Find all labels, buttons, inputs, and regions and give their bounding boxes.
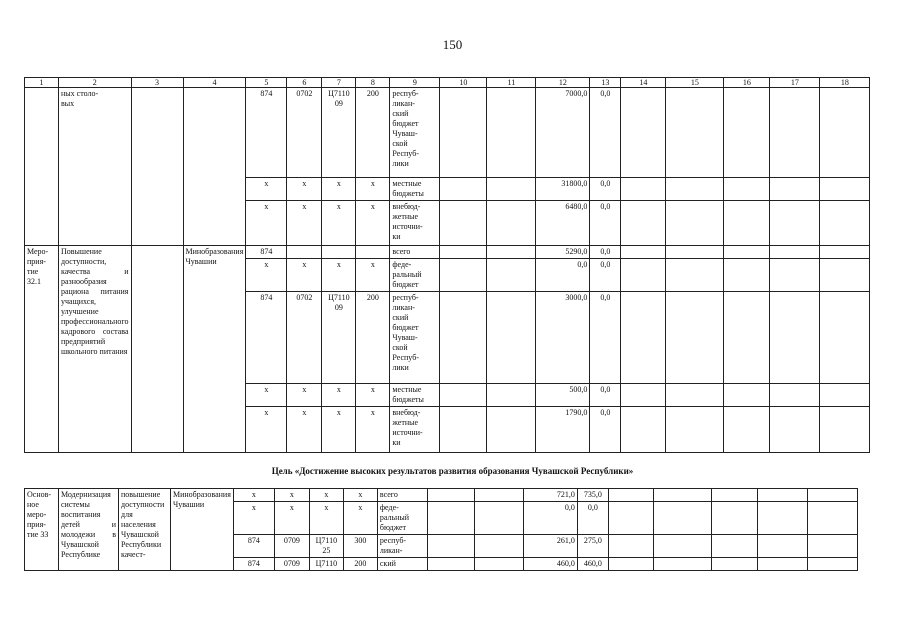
cell-c9: местные бюджеты — [390, 178, 440, 201]
cell-c6: 0709 — [274, 535, 309, 558]
cell-c11 — [487, 178, 536, 201]
cell-c16 — [711, 558, 757, 571]
cell-c11 — [487, 407, 536, 453]
cell-c11 — [474, 558, 523, 571]
cell-c16 — [724, 246, 770, 259]
cell-c16 — [711, 502, 757, 535]
cell-c10 — [440, 384, 487, 407]
cell-c8: 200 — [356, 88, 390, 178]
cell-c17 — [770, 178, 820, 201]
cell-c9: респуб- ликан- — [377, 535, 427, 558]
cell-c7: Ц7110 25 — [309, 535, 343, 558]
cell-c14 — [621, 88, 666, 178]
cell-c15 — [653, 558, 711, 571]
cell-c7: x — [322, 178, 356, 201]
cell-c17 — [770, 201, 820, 246]
cell-c12: 6480,0 — [536, 201, 590, 246]
cell-c15 — [666, 292, 724, 384]
budget-table-lower — [24, 488, 858, 571]
cell-c15 — [653, 502, 711, 535]
cell-c14 — [621, 384, 666, 407]
cell-c15 — [666, 178, 724, 201]
cell-c10 — [427, 502, 474, 535]
cell-c17 — [770, 88, 820, 178]
cell-c5: x — [246, 259, 287, 292]
cell-c13: 0,0 — [590, 178, 621, 201]
cell-c17 — [757, 535, 807, 558]
cell-c13: 275,0 — [577, 535, 608, 558]
cell-c16 — [711, 489, 757, 502]
cell-c13: 0,0 — [590, 246, 621, 259]
cell-c14 — [608, 502, 653, 535]
cell-c5: 874 — [246, 246, 287, 259]
cell-c11 — [474, 535, 523, 558]
column-number-10: 10 — [440, 78, 487, 88]
cell-c5: 874 — [246, 292, 287, 384]
cell-c7: Ц7110 — [309, 558, 343, 571]
cell-c5: x — [246, 384, 287, 407]
cell-c13: 0,0 — [577, 502, 608, 535]
cell-c7: x — [322, 259, 356, 292]
cell-c12: 0,0 — [536, 259, 590, 292]
cell-c18 — [820, 384, 870, 407]
cell-c5: x — [233, 489, 274, 502]
cell-c12: 31800,0 — [536, 178, 590, 201]
cell-c17 — [770, 246, 820, 259]
cell-c18 — [820, 88, 870, 178]
cell-c18 — [820, 178, 870, 201]
cell-c9: респуб- ликан- ский бюджет Чуваш- ской Респуб- лики — [390, 292, 440, 384]
cell-c8: x — [356, 407, 390, 453]
cell-c13: 0,0 — [590, 292, 621, 384]
column-number-5: 5 — [246, 78, 287, 88]
cell-c6: 0702 — [287, 292, 322, 384]
cell-c12: 0,0 — [523, 502, 577, 535]
cell-c14 — [608, 558, 653, 571]
cell-c8: 300 — [343, 535, 377, 558]
cell-c7: Ц7110 09 — [322, 88, 356, 178]
cell-c18 — [820, 246, 870, 259]
cell-c9: феде- ральный бюджет — [390, 259, 440, 292]
cell-c10 — [427, 558, 474, 571]
cell-c15 — [653, 535, 711, 558]
cell-c6: x — [287, 384, 322, 407]
cell-c13: 0,0 — [590, 259, 621, 292]
cell-c11 — [487, 292, 536, 384]
cell-c18 — [807, 489, 857, 502]
cell-c5: x — [246, 178, 287, 201]
cell-c4: Минобразования Чувашии — [171, 489, 234, 571]
cell-c6: x — [287, 178, 322, 201]
cell-c8: 200 — [343, 558, 377, 571]
cell-c10 — [440, 178, 487, 201]
cell-c18 — [820, 259, 870, 292]
column-number-8: 8 — [356, 78, 390, 88]
cell-c6: x — [274, 489, 309, 502]
cell-c18 — [820, 292, 870, 384]
cell-c10 — [440, 407, 487, 453]
cell-c6: x — [287, 259, 322, 292]
cell-c3 — [131, 246, 183, 453]
cell-c11 — [487, 384, 536, 407]
cell-c4: Минобразования Чувашии — [183, 246, 246, 453]
cell-c16 — [724, 384, 770, 407]
cell-c14 — [608, 535, 653, 558]
column-number-3: 3 — [131, 78, 183, 88]
goal-heading: Цель «Достижение высоких результатов развития образования Чувашской Республики» — [271, 466, 634, 476]
cell-c16 — [724, 407, 770, 453]
cell-c1: Меро- прия- тие 32.1 — [25, 246, 59, 453]
cell-c8: 200 — [356, 292, 390, 384]
column-number-9: 9 — [390, 78, 440, 88]
cell-c9: внебюд- жетные источни- ки — [390, 201, 440, 246]
cell-c17 — [770, 384, 820, 407]
cell-c9: респуб- ликан- ский бюджет Чуваш- ской Респуб- лики — [390, 88, 440, 178]
column-number-16: 16 — [724, 78, 770, 88]
cell-c14 — [621, 201, 666, 246]
cell-c18 — [807, 558, 857, 571]
cell-c11 — [474, 489, 523, 502]
cell-c9: всего — [390, 246, 440, 259]
cell-c16 — [724, 88, 770, 178]
cell-c12: 261,0 — [523, 535, 577, 558]
table-row — [25, 88, 870, 178]
cell-c6 — [287, 246, 322, 259]
cell-c16 — [711, 535, 757, 558]
cell-c12: 460,0 — [523, 558, 577, 571]
column-number-14: 14 — [621, 78, 666, 88]
cell-c17 — [770, 292, 820, 384]
cell-c1 — [25, 88, 59, 246]
cell-c10 — [440, 88, 487, 178]
cell-c13: 460,0 — [577, 558, 608, 571]
cell-c17 — [770, 407, 820, 453]
cell-c7 — [322, 246, 356, 259]
cell-c2: ных столо- вых — [59, 88, 132, 246]
cell-c6: x — [274, 502, 309, 535]
cell-c10 — [427, 535, 474, 558]
cell-c3: повышение доступности для населения Чувашской Республики качест- — [119, 489, 171, 571]
cell-c11 — [487, 246, 536, 259]
column-number-4: 4 — [183, 78, 246, 88]
cell-c11 — [487, 201, 536, 246]
cell-c8: x — [356, 384, 390, 407]
cell-c12: 1790,0 — [536, 407, 590, 453]
cell-c17 — [757, 489, 807, 502]
cell-c6: x — [287, 407, 322, 453]
page-number: 150 — [442, 37, 463, 52]
cell-c12: 7000,0 — [536, 88, 590, 178]
cell-c5: x — [233, 502, 274, 535]
cell-c16 — [724, 292, 770, 384]
cell-c16 — [724, 259, 770, 292]
cell-c9: всего — [377, 489, 427, 502]
cell-c8: x — [356, 259, 390, 292]
cell-c8: x — [343, 502, 377, 535]
column-number-13: 13 — [590, 78, 621, 88]
cell-c8: x — [343, 489, 377, 502]
cell-c1: Основ- ное меро- прия- тие 33 — [25, 489, 59, 571]
cell-c18 — [820, 407, 870, 453]
cell-c13: 735,0 — [577, 489, 608, 502]
cell-c3 — [131, 88, 183, 246]
cell-c7: x — [309, 489, 343, 502]
cell-c9: ский — [377, 558, 427, 571]
column-number-2: 2 — [59, 78, 132, 88]
cell-c5: x — [246, 201, 287, 246]
cell-c13: 0,0 — [590, 384, 621, 407]
cell-c15 — [666, 201, 724, 246]
cell-c6: 0709 — [274, 558, 309, 571]
cell-c16 — [724, 201, 770, 246]
cell-c18 — [820, 201, 870, 246]
cell-c6: 0702 — [287, 88, 322, 178]
column-number-18: 18 — [820, 78, 870, 88]
cell-c8 — [356, 246, 390, 259]
column-number-7: 7 — [322, 78, 356, 88]
column-number-row — [25, 78, 870, 88]
cell-c12: 500,0 — [536, 384, 590, 407]
cell-c13: 0,0 — [590, 201, 621, 246]
cell-c7: x — [322, 201, 356, 246]
cell-c5: x — [246, 407, 287, 453]
column-number-11: 11 — [487, 78, 536, 88]
cell-c2: Повышение доступности, качества и разнообразия рациона питания учащихся, улучшение профессионального кадрового состава предприятий школьного питания — [59, 246, 132, 453]
cell-c14 — [621, 407, 666, 453]
cell-c8: x — [356, 178, 390, 201]
cell-c10 — [440, 292, 487, 384]
cell-c15 — [666, 384, 724, 407]
cell-c12: 3000,0 — [536, 292, 590, 384]
cell-c7: x — [322, 407, 356, 453]
cell-c14 — [621, 292, 666, 384]
cell-c15 — [653, 489, 711, 502]
column-number-12: 12 — [536, 78, 590, 88]
cell-c12: 5290,0 — [536, 246, 590, 259]
cell-c7: x — [309, 502, 343, 535]
cell-c11 — [474, 502, 523, 535]
cell-c5: 874 — [233, 558, 274, 571]
cell-c13: 0,0 — [590, 88, 621, 178]
cell-c18 — [807, 502, 857, 535]
cell-c6: x — [287, 201, 322, 246]
cell-c9: феде- ральный бюджет — [377, 502, 427, 535]
cell-c17 — [757, 558, 807, 571]
table-row — [25, 246, 870, 259]
cell-c12: 721,0 — [523, 489, 577, 502]
cell-c2: Модернизация системы воспитания детей и молодежи в Чувашской Республике — [59, 489, 119, 571]
cell-c13: 0,0 — [590, 407, 621, 453]
column-number-15: 15 — [666, 78, 724, 88]
cell-c10 — [440, 246, 487, 259]
cell-c9: местные бюджеты — [390, 384, 440, 407]
cell-c9: внебюд- жетные источни- ки — [390, 407, 440, 453]
cell-c5: 874 — [233, 535, 274, 558]
cell-c4 — [183, 88, 246, 246]
cell-c14 — [621, 259, 666, 292]
cell-c17 — [770, 259, 820, 292]
cell-c14 — [608, 489, 653, 502]
cell-c11 — [487, 88, 536, 178]
cell-c18 — [807, 535, 857, 558]
cell-c7: x — [322, 384, 356, 407]
cell-c16 — [724, 178, 770, 201]
cell-c14 — [621, 178, 666, 201]
cell-c15 — [666, 259, 724, 292]
column-number-6: 6 — [287, 78, 322, 88]
budget-table-upper — [24, 77, 870, 453]
cell-c11 — [487, 259, 536, 292]
cell-c15 — [666, 407, 724, 453]
table-row — [25, 489, 858, 502]
cell-c15 — [666, 88, 724, 178]
cell-c7: Ц7110 09 — [322, 292, 356, 384]
cell-c14 — [621, 246, 666, 259]
column-number-17: 17 — [770, 78, 820, 88]
column-number-1: 1 — [25, 78, 59, 88]
cell-c5: 874 — [246, 88, 287, 178]
cell-c17 — [757, 502, 807, 535]
cell-c10 — [440, 259, 487, 292]
cell-c10 — [427, 489, 474, 502]
cell-c10 — [440, 201, 487, 246]
cell-c8: x — [356, 201, 390, 246]
cell-c15 — [666, 246, 724, 259]
